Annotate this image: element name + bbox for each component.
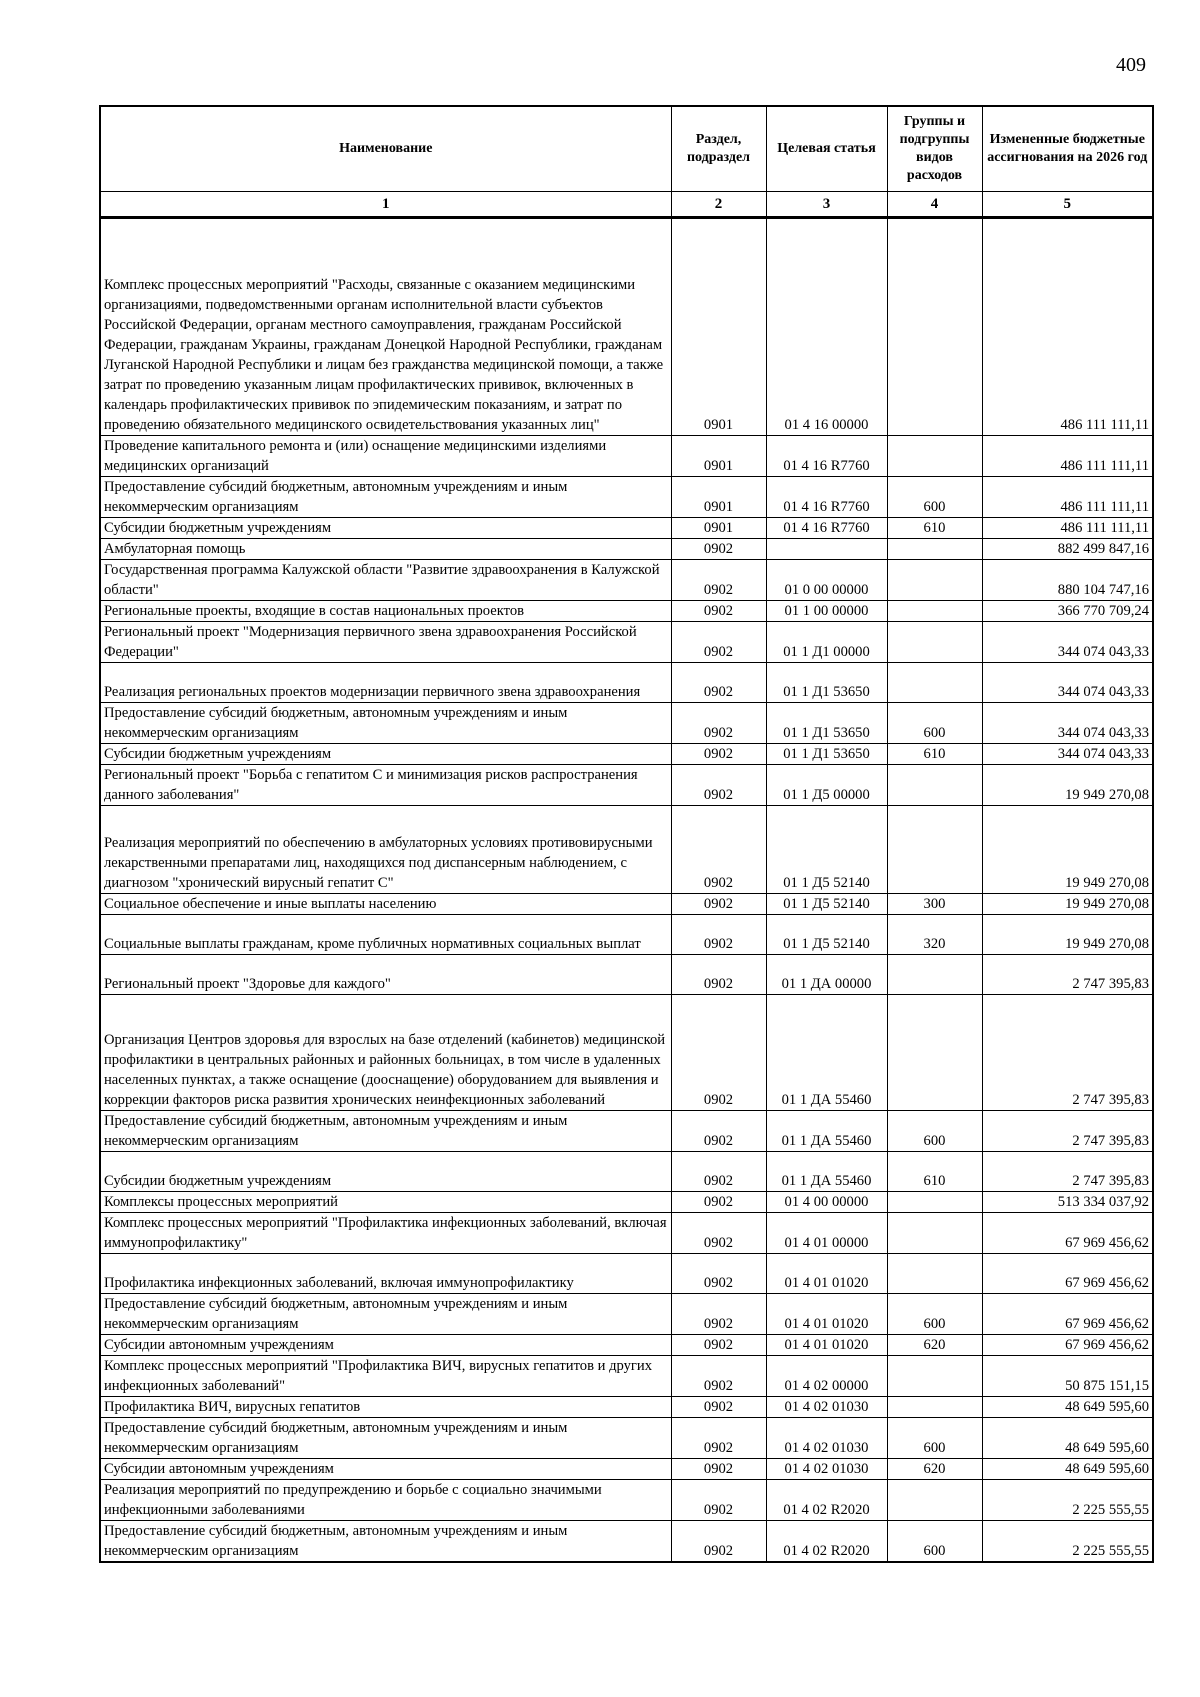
row-section: 0902 — [671, 1213, 766, 1254]
table-row — [100, 1459, 1153, 1480]
row-expense-group — [887, 663, 982, 703]
column-number: 3 — [766, 192, 887, 218]
row-section: 0902 — [671, 1335, 766, 1356]
row-expense-group — [887, 1356, 982, 1397]
table-row — [100, 894, 1153, 915]
row-target-article: 01 4 02 01030 — [766, 1418, 887, 1459]
row-target-article: 01 4 01 01020 — [766, 1254, 887, 1294]
row-target-article: 01 4 01 01020 — [766, 1294, 887, 1335]
row-amount: 67 969 456,62 — [982, 1213, 1153, 1254]
row-target-article: 01 1 ДА 55460 — [766, 1152, 887, 1192]
row-section: 0902 — [671, 560, 766, 601]
row-name: Региональный проект "Здоровье для каждого" — [100, 955, 671, 995]
row-target-article: 01 4 02 01030 — [766, 1397, 887, 1418]
header-amount: Измененные бюджетные ассигнования на 2026 год — [982, 106, 1153, 192]
row-name: Профилактика инфекционных заболеваний, включая иммунопрофилактику — [100, 1254, 671, 1294]
row-name: Субсидии автономным учреждениям — [100, 1459, 671, 1480]
row-amount: 19 949 270,08 — [982, 765, 1153, 806]
table-row — [100, 703, 1153, 744]
row-amount: 344 074 043,33 — [982, 663, 1153, 703]
table-row — [100, 560, 1153, 601]
row-name: Субсидии бюджетным учреждениям — [100, 518, 671, 539]
row-amount: 48 649 595,60 — [982, 1459, 1153, 1480]
table-row — [100, 765, 1153, 806]
table-row — [100, 663, 1153, 703]
row-target-article: 01 1 Д5 52140 — [766, 915, 887, 955]
table-row — [100, 539, 1153, 560]
row-expense-group: 300 — [887, 894, 982, 915]
row-section: 0902 — [671, 995, 766, 1111]
row-section: 0902 — [671, 1111, 766, 1152]
row-amount: 2 747 395,83 — [982, 1111, 1153, 1152]
row-name: Организация Центров здоровья для взрослых на базе отделений (кабинетов) медицинской профилактики в центральных районных и районных больницах, в том числе в удаленных населенных пунктах, а также оснащение (дооснащение) оборудованием для выявления и коррекции факторов риска развития хронических неинфекционных заболеваний — [100, 995, 671, 1111]
row-section: 0902 — [671, 806, 766, 894]
row-amount: 486 111 111,11 — [982, 477, 1153, 518]
row-target-article: 01 4 16 00000 — [766, 218, 887, 436]
row-section: 0902 — [671, 703, 766, 744]
row-name: Комплекс процессных мероприятий "Профилактика ВИЧ, вирусных гепатитов и других инфекционных заболеваний" — [100, 1356, 671, 1397]
row-name: Амбулаторная помощь — [100, 539, 671, 560]
row-name: Комплекс процессных мероприятий "Расходы, связанные с оказанием медицинскими организациями, подведомственными органам исполнительной власти субъектов Российской Федерации, органам местного самоуправления, гражданам Российской Федерации, гражданам Украины, гражданам Донецкой Народной Республики, гражданам Луганской Народной Республики и лицам без гражданства медицинской помощи, а также затрат по проведению указанным лицам профилактических прививок, включенных в календарь профилактических прививок по эпидемическим показаниям, и затрат по проведению обязательного медицинского освидетельствования указанных лиц" — [100, 218, 671, 436]
row-target-article: 01 1 Д1 53650 — [766, 663, 887, 703]
row-amount: 486 111 111,11 — [982, 518, 1153, 539]
row-expense-group — [887, 436, 982, 477]
row-amount: 2 747 395,83 — [982, 995, 1153, 1111]
row-expense-group — [887, 560, 982, 601]
row-expense-group: 600 — [887, 477, 982, 518]
row-target-article: 01 4 16 R7760 — [766, 518, 887, 539]
row-expense-group: 600 — [887, 1418, 982, 1459]
row-name: Реализация мероприятий по обеспечению в амбулаторных условиях противовирусными лекарственными препаратами лиц, находящихся под диспансерным наблюдением, с диагнозом "хронический вирусный гепатит С" — [100, 806, 671, 894]
row-expense-group: 320 — [887, 915, 982, 955]
row-section: 0902 — [671, 663, 766, 703]
row-target-article: 01 4 16 R7760 — [766, 477, 887, 518]
row-section: 0902 — [671, 915, 766, 955]
column-number: 4 — [887, 192, 982, 218]
row-name: Реализация мероприятий по предупреждению и борьбе с социально значимыми инфекционными заболеваниями — [100, 1480, 671, 1521]
row-target-article: 01 4 02 00000 — [766, 1356, 887, 1397]
row-amount: 344 074 043,33 — [982, 744, 1153, 765]
table-row — [100, 1480, 1153, 1521]
row-target-article: 01 1 ДА 00000 — [766, 955, 887, 995]
table-row — [100, 1521, 1153, 1563]
row-section: 0902 — [671, 1254, 766, 1294]
column-number: 2 — [671, 192, 766, 218]
table-row — [100, 622, 1153, 663]
row-section: 0902 — [671, 1418, 766, 1459]
budget-table — [99, 105, 1154, 1563]
row-name: Комплексы процессных мероприятий — [100, 1192, 671, 1213]
row-expense-group — [887, 955, 982, 995]
row-section: 0902 — [671, 1480, 766, 1521]
header-name: Наименование — [100, 106, 671, 192]
table-row — [100, 477, 1153, 518]
row-section: 0902 — [671, 894, 766, 915]
row-expense-group: 610 — [887, 1152, 982, 1192]
row-target-article: 01 4 02 R2020 — [766, 1480, 887, 1521]
row-amount: 486 111 111,11 — [982, 436, 1153, 477]
row-name: Предоставление субсидий бюджетным, автономным учреждениям и иным некоммерческим организациям — [100, 477, 671, 518]
row-section: 0901 — [671, 218, 766, 436]
row-amount: 344 074 043,33 — [982, 703, 1153, 744]
row-target-article: 01 4 00 00000 — [766, 1192, 887, 1213]
row-target-article: 01 1 Д5 52140 — [766, 806, 887, 894]
row-section: 0902 — [671, 765, 766, 806]
column-number-row — [100, 192, 1153, 218]
table-row — [100, 915, 1153, 955]
row-section: 0901 — [671, 436, 766, 477]
row-expense-group — [887, 995, 982, 1111]
row-amount: 19 949 270,08 — [982, 915, 1153, 955]
row-name: Профилактика ВИЧ, вирусных гепатитов — [100, 1397, 671, 1418]
row-target-article: 01 4 02 R2020 — [766, 1521, 887, 1563]
row-expense-group: 600 — [887, 1294, 982, 1335]
table-row — [100, 1111, 1153, 1152]
row-name: Государственная программа Калужской области "Развитие здравоохранения в Калужской области" — [100, 560, 671, 601]
row-section: 0902 — [671, 1192, 766, 1213]
row-amount: 366 770 709,24 — [982, 601, 1153, 622]
column-number: 5 — [982, 192, 1153, 218]
page-number: 409 — [1116, 54, 1146, 76]
row-name: Предоставление субсидий бюджетным, автономным учреждениям и иным некоммерческим организациям — [100, 1521, 671, 1563]
table-row — [100, 1192, 1153, 1213]
row-target-article: 01 4 16 R7760 — [766, 436, 887, 477]
row-amount: 2 225 555,55 — [982, 1480, 1153, 1521]
row-expense-group: 610 — [887, 744, 982, 765]
row-target-article: 01 1 ДА 55460 — [766, 995, 887, 1111]
row-section: 0902 — [671, 1397, 766, 1418]
row-target-article: 01 1 Д1 00000 — [766, 622, 887, 663]
row-amount: 882 499 847,16 — [982, 539, 1153, 560]
table-row — [100, 744, 1153, 765]
row-amount: 67 969 456,62 — [982, 1294, 1153, 1335]
row-amount: 880 104 747,16 — [982, 560, 1153, 601]
row-target-article: 01 4 01 00000 — [766, 1213, 887, 1254]
row-name: Субсидии бюджетным учреждениям — [100, 1152, 671, 1192]
table-row — [100, 436, 1153, 477]
row-name: Социальное обеспечение и иные выплаты населению — [100, 894, 671, 915]
table-row — [100, 995, 1153, 1111]
row-target-article: 01 1 Д1 53650 — [766, 703, 887, 744]
row-section: 0902 — [671, 744, 766, 765]
table-row — [100, 1397, 1153, 1418]
row-expense-group — [887, 1397, 982, 1418]
row-target-article: 01 1 00 00000 — [766, 601, 887, 622]
row-amount: 2 225 555,55 — [982, 1521, 1153, 1563]
row-target-article: 01 1 Д5 52140 — [766, 894, 887, 915]
table-body — [100, 218, 1153, 1563]
row-amount: 48 649 595,60 — [982, 1397, 1153, 1418]
row-target-article — [766, 539, 887, 560]
row-name: Проведение капитального ремонта и (или) оснащение медицинскими изделиями медицинских организаций — [100, 436, 671, 477]
row-section: 0901 — [671, 518, 766, 539]
row-name: Реализация региональных проектов модернизации первичного звена здравоохранения — [100, 663, 671, 703]
row-amount: 67 969 456,62 — [982, 1335, 1153, 1356]
table-row — [100, 1335, 1153, 1356]
row-name: Предоставление субсидий бюджетным, автономным учреждениям и иным некоммерческим организациям — [100, 1111, 671, 1152]
row-name: Предоставление субсидий бюджетным, автономным учреждениям и иным некоммерческим организациям — [100, 1418, 671, 1459]
row-expense-group — [887, 1213, 982, 1254]
table-row — [100, 1213, 1153, 1254]
table-row — [100, 1294, 1153, 1335]
row-amount: 513 334 037,92 — [982, 1192, 1153, 1213]
table-row — [100, 1152, 1153, 1192]
header-groups: Группы и подгруппы видов расходов — [887, 106, 982, 192]
row-amount: 486 111 111,11 — [982, 218, 1153, 436]
row-amount: 2 747 395,83 — [982, 1152, 1153, 1192]
row-section: 0902 — [671, 539, 766, 560]
row-expense-group: 600 — [887, 1111, 982, 1152]
row-amount: 50 875 151,15 — [982, 1356, 1153, 1397]
table-header-row — [100, 106, 1153, 192]
row-amount: 2 747 395,83 — [982, 955, 1153, 995]
table-row — [100, 955, 1153, 995]
row-section: 0901 — [671, 477, 766, 518]
table-row — [100, 518, 1153, 539]
row-expense-group: 600 — [887, 1521, 982, 1563]
table-row — [100, 806, 1153, 894]
row-expense-group — [887, 1192, 982, 1213]
row-expense-group — [887, 622, 982, 663]
row-section: 0902 — [671, 1152, 766, 1192]
row-expense-group — [887, 1254, 982, 1294]
row-section: 0902 — [671, 955, 766, 995]
header-section: Раздел, подраздел — [671, 106, 766, 192]
row-name: Субсидии автономным учреждениям — [100, 1335, 671, 1356]
row-target-article: 01 1 ДА 55460 — [766, 1111, 887, 1152]
row-name: Предоставление субсидий бюджетным, автономным учреждениям и иным некоммерческим организациям — [100, 703, 671, 744]
row-section: 0902 — [671, 601, 766, 622]
row-expense-group — [887, 765, 982, 806]
row-expense-group — [887, 806, 982, 894]
row-name: Социальные выплаты гражданам, кроме публичных нормативных социальных выплат — [100, 915, 671, 955]
table-row — [100, 1356, 1153, 1397]
row-amount: 344 074 043,33 — [982, 622, 1153, 663]
row-name: Комплекс процессных мероприятий "Профилактика инфекционных заболеваний, включая иммунопрофилактику" — [100, 1213, 671, 1254]
row-expense-group: 620 — [887, 1335, 982, 1356]
row-expense-group — [887, 539, 982, 560]
row-target-article: 01 4 02 01030 — [766, 1459, 887, 1480]
row-target-article: 01 1 Д1 53650 — [766, 744, 887, 765]
row-target-article: 01 4 01 01020 — [766, 1335, 887, 1356]
row-section: 0902 — [671, 622, 766, 663]
row-name: Региональный проект "Борьба с гепатитом С и минимизация рисков распространения данного заболевания" — [100, 765, 671, 806]
row-target-article: 01 0 00 00000 — [766, 560, 887, 601]
row-amount: 19 949 270,08 — [982, 894, 1153, 915]
column-number: 1 — [100, 192, 671, 218]
row-expense-group: 610 — [887, 518, 982, 539]
row-target-article: 01 1 Д5 00000 — [766, 765, 887, 806]
row-name: Субсидии бюджетным учреждениям — [100, 744, 671, 765]
table-row — [100, 601, 1153, 622]
row-section: 0902 — [671, 1521, 766, 1563]
row-amount: 19 949 270,08 — [982, 806, 1153, 894]
row-name: Региональный проект "Модернизация первичного звена здравоохранения Российской Федерации" — [100, 622, 671, 663]
row-expense-group: 600 — [887, 703, 982, 744]
row-expense-group — [887, 601, 982, 622]
row-section: 0902 — [671, 1294, 766, 1335]
header-target: Целевая статья — [766, 106, 887, 192]
row-section: 0902 — [671, 1459, 766, 1480]
table-row — [100, 1254, 1153, 1294]
row-expense-group: 620 — [887, 1459, 982, 1480]
row-name: Региональные проекты, входящие в состав национальных проектов — [100, 601, 671, 622]
row-expense-group — [887, 1480, 982, 1521]
row-amount: 48 649 595,60 — [982, 1418, 1153, 1459]
row-amount: 67 969 456,62 — [982, 1254, 1153, 1294]
table-row — [100, 1418, 1153, 1459]
table-row — [100, 218, 1153, 436]
row-name: Предоставление субсидий бюджетным, автономным учреждениям и иным некоммерческим организациям — [100, 1294, 671, 1335]
row-section: 0902 — [671, 1356, 766, 1397]
row-expense-group — [887, 218, 982, 436]
